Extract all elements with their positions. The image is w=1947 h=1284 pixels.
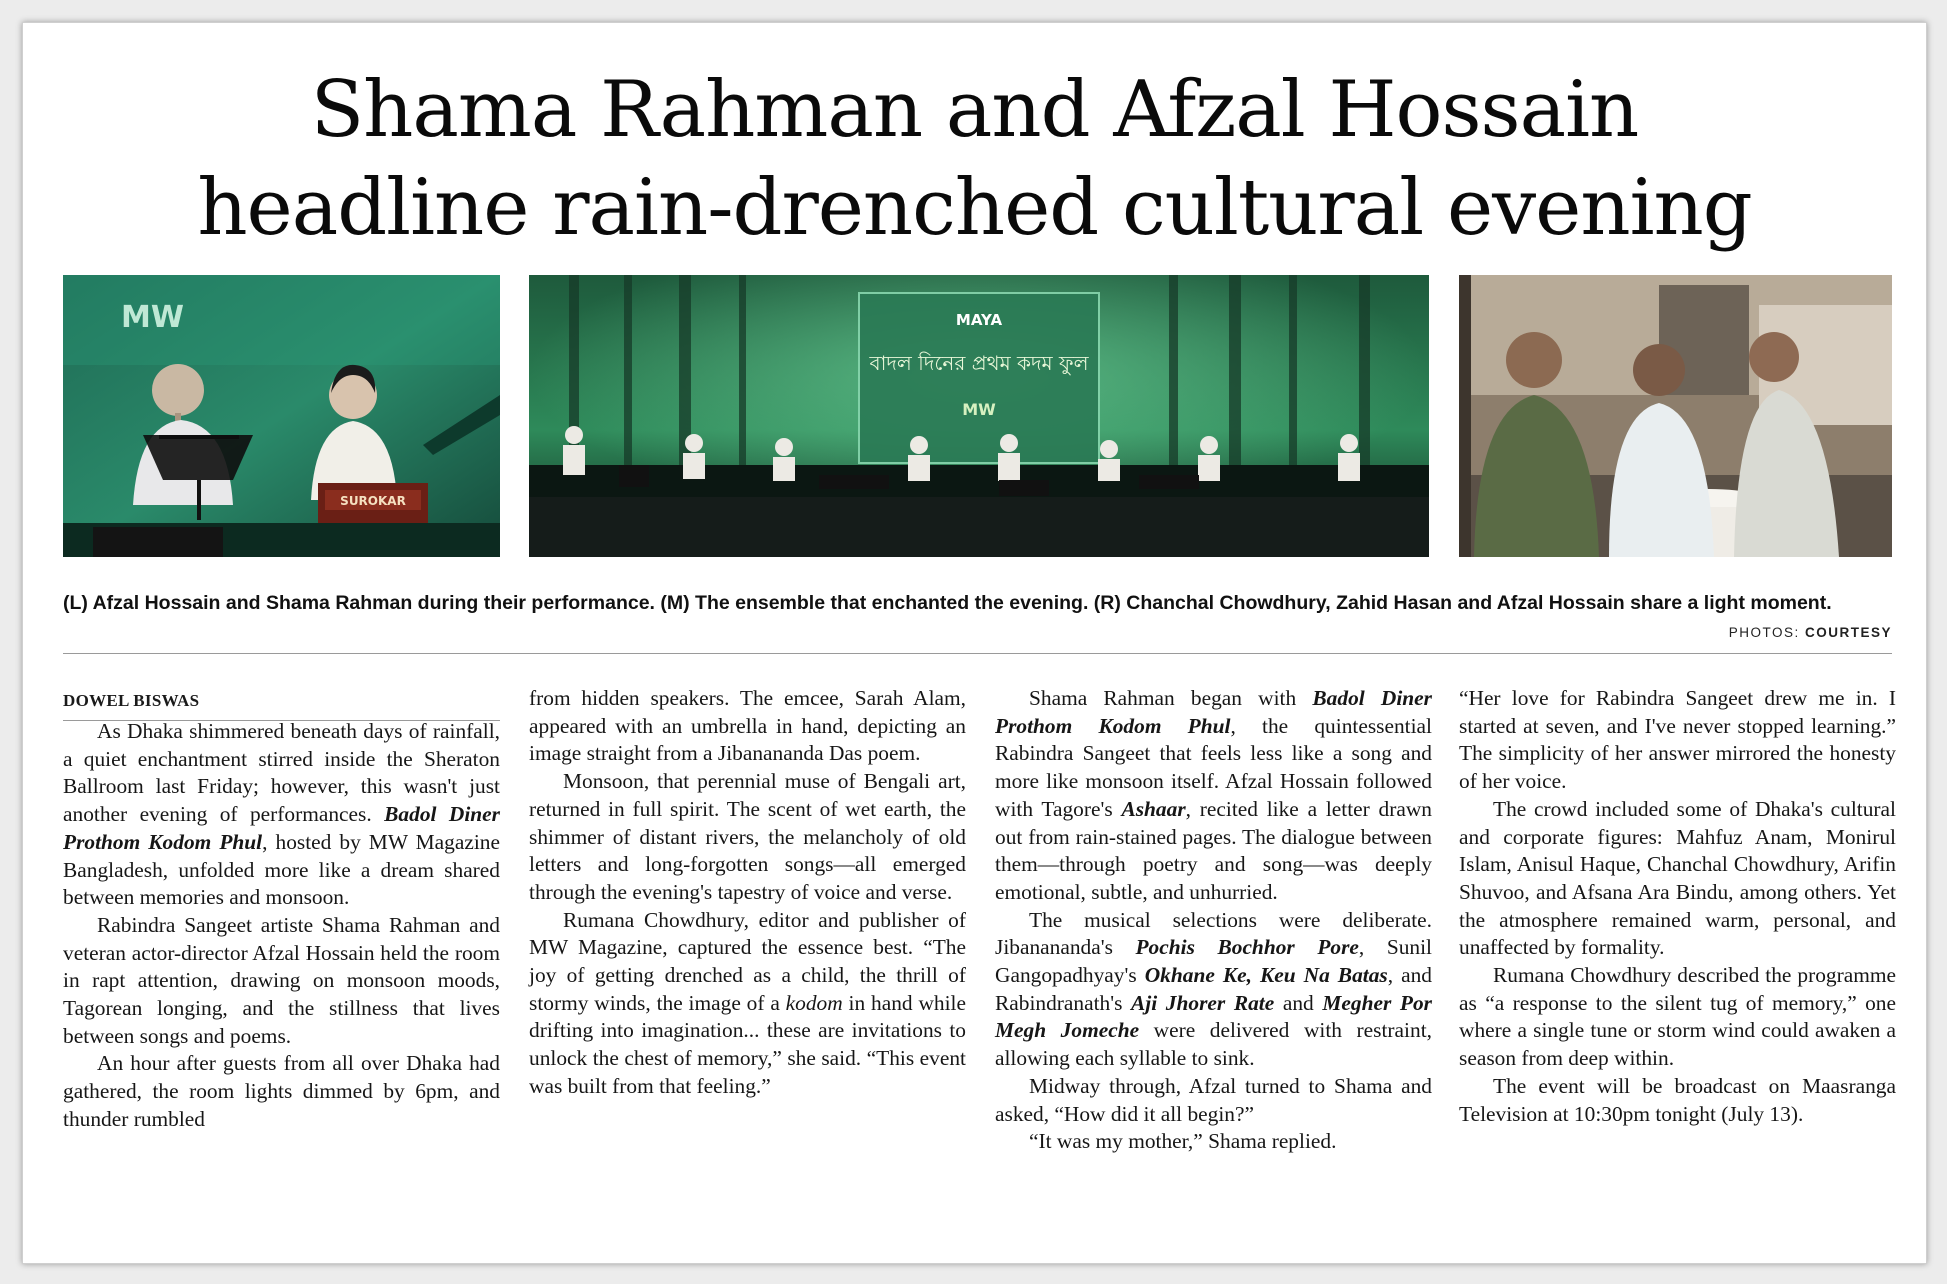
paragraph: An hour after guests from all over Dhaka had gathered, the room lights dimmed by 6pm, and thunder rumbled xyxy=(63,1051,500,1131)
photo-left-recital xyxy=(63,275,500,557)
photo-credit-source: COURTESY xyxy=(1804,625,1892,640)
paragraph: Shama Rahman began with Badol Diner Prothom Kodom Phul, the quintessential Rabindra Sangeet that feels less like a song and more like monsoon itself. Afzal Hossain followed with Tagore's Ashaar, recited like a letter drawn out from rain-stained pages. The dialogue between them—through poetry and song—was deeply emotional, subtle, and unhurried. xyxy=(995,686,1433,904)
article-column-4 xyxy=(1459,685,1896,1128)
paragraph: Rumana Chowdhury described the programme as “a response to the silent tug of memory,” one where a single tune or storm wind could awaken a season from deep within. xyxy=(1459,963,1896,1071)
newspaper-clipping xyxy=(22,22,1927,1264)
paragraph: “Her love for Rabindra Sangeet drew me in. I started at seven, and I've never stopped learning.” The simplicity of her answer mirrored the honesty of her voice. xyxy=(1459,686,1896,794)
headline xyxy=(63,61,1886,257)
paragraph: from hidden speakers. The emcee, Sarah Alam, appeared with an umbrella in hand, depicting an image straight from a Jibanananda Das poem. xyxy=(529,686,966,766)
caption-divider xyxy=(63,653,1892,654)
photo-caption: (L) Afzal Hossain and Shama Rahman during their performance. (M) The ensemble that enchanted the evening. (R) Chanchal Chowdhury, Zahid Hasan and Afzal Hossain share a light moment. xyxy=(63,592,1832,614)
article-column-1 xyxy=(63,718,500,1134)
paragraph: As Dhaka shimmered beneath days of rainfall, a quiet enchantment stirred inside the Sheraton Ballroom last Friday; however, this wasn't just another evening of performances. Badol Diner Prothom Kodom Phul, hosted by MW Magazine Bangladesh, unfolded more like a dream shared between memories and monsoon. xyxy=(63,719,500,910)
photo-credit-label: PHOTOS: xyxy=(1728,625,1800,640)
stage-title: বাদল দিনের প্রথম কদম ফুল xyxy=(869,351,1089,375)
paragraph: “It was my mother,” Shama replied. xyxy=(1029,1129,1337,1154)
harmonium-label: SUROKAR xyxy=(340,494,406,508)
paragraph: Monsoon, that perennial muse of Bengali art, returned in full spirit. The scent of wet earth, the shimmer of distant rivers, the melancholy of old letters and long-forgotten songs—all emerged through the evening's tapestry of voice and verse. xyxy=(529,769,966,904)
photo-credit xyxy=(1729,625,1892,640)
left-photo-logo: MW xyxy=(121,300,184,335)
headline-line-2: headline rain-drenched cultural evening xyxy=(197,163,1752,253)
paragraph: Rabindra Sangeet artiste Shama Rahman and veteran actor-director Afzal Hossain held the room in rapt attention, drawing on monsoon moods, Tagorean longing, and the stillness that lives between songs and poems. xyxy=(63,912,500,1048)
paragraph: Midway through, Afzal turned to Shama and asked, “How did it all begin?” xyxy=(995,1073,1432,1126)
photo-middle-ensemble xyxy=(529,275,1429,557)
paragraph: The crowd included some of Dhaka's cultural and corporate figures: Mahfuz Anam, Monirul Islam, Anisul Haque, Chanchal Chowdhury, Arifin Shuvoo, and Afsana Ara Bindu, among others. Yet the atmosphere remained warm, personal, and unaffected by formality. xyxy=(1459,796,1896,960)
article-column-3 xyxy=(995,685,1432,1156)
stage-sub-logo: MW xyxy=(962,400,996,419)
paragraph: The event will be broadcast on Maasranga Television at 10:30pm tonight (July 13). xyxy=(1459,1073,1896,1126)
byline: DOWEL BISWAS xyxy=(63,691,200,710)
photo-right-conversation xyxy=(1459,275,1892,557)
paragraph: The musical selections were deliberate. Jibanananda's Pochis Bochhor Pore, Sunil Gangopadhyay's Okhane Ke, Keu Na Batas, and Rabindranath's Aji Jhorer Rate and Megher Por Megh Jomeche were delivered with restraint, allowing each syllable to sink. xyxy=(995,907,1433,1071)
stage-logo: MAYA xyxy=(955,311,1003,329)
headline-line-1: Shama Rahman and Afzal Hossain xyxy=(310,65,1639,155)
paragraph: Rumana Chowdhury, editor and publisher of MW Magazine, captured the essence best. “The joy of getting drenched as a child, the thrill of stormy winds, the image of a kodom in hand while drifting into imagination... these are invitations to unlock the chest of memory,” she said. “This event was built from that feeling.” xyxy=(529,907,966,1098)
article-column-2 xyxy=(529,685,966,1101)
